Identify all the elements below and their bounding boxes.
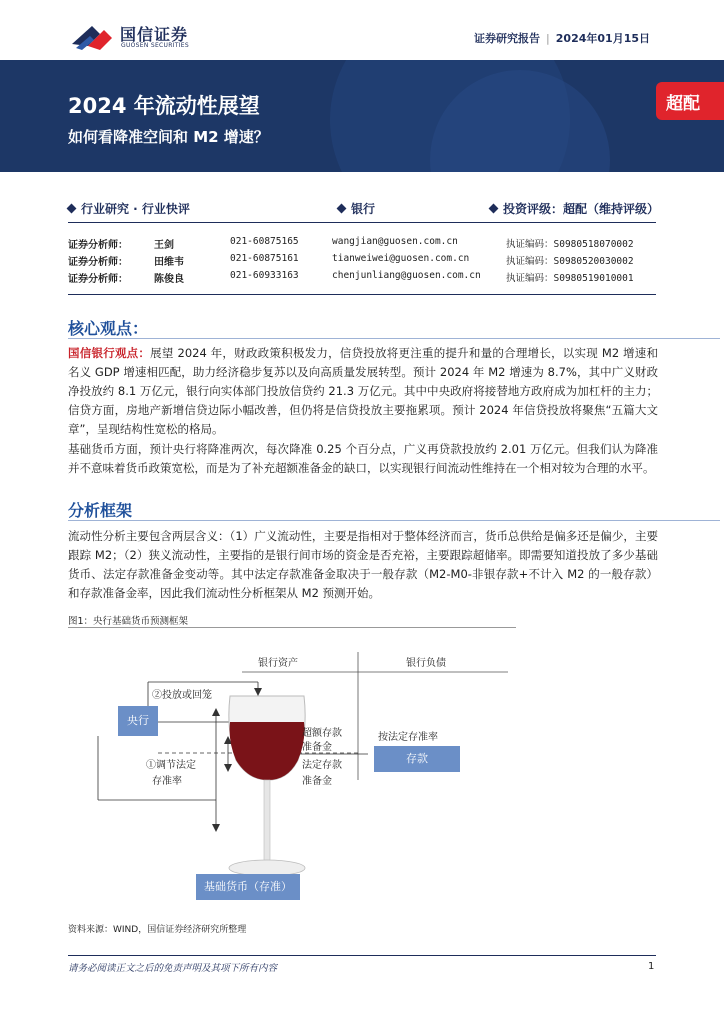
logo-subtext: GUOSEN SECURITIES (121, 42, 190, 49)
report-type: 证券研究报告 (474, 32, 541, 45)
divider (68, 222, 656, 223)
label-excess-line2: 准备金 (302, 742, 332, 753)
label-by-rate: 按法定存准率 (378, 732, 438, 743)
section-underline (68, 520, 720, 521)
report-title: 2024 年流动性展望 (68, 94, 260, 118)
base-money-box: 基础货币（存准） (196, 874, 300, 900)
diamond-icon (67, 204, 77, 214)
guosen-logo-icon (70, 24, 114, 52)
logo-text: 国信证券 (120, 25, 189, 44)
diamond-icon (337, 204, 347, 214)
central-bank-box: 央行 (118, 706, 158, 736)
footer-divider (68, 955, 656, 956)
category-sector: 银行 (338, 200, 375, 217)
core-lead: 国信银行观点： (68, 346, 151, 360)
section-title-core: 核心观点： (68, 319, 149, 338)
category-industry: 行业研究 · 行业快评 (68, 200, 190, 217)
label-legal-line2: 准备金 (302, 776, 332, 787)
label-legal-line1: 法定存款 (302, 760, 342, 771)
source-note: 资料来源：WIND，国信证券经济研究所整理 (68, 925, 247, 935)
deposits-box: 存款 (374, 746, 460, 772)
base-money-diagram (68, 630, 518, 920)
diamond-icon (489, 204, 499, 214)
framework-paragraph: 流动性分析主要包含两层含义：（1）广义流动性，主要是指相对于整体经济而言，货币总供给是偏多还是偏少，主要跟踪 M2；（2）狭义流动性，主要指的是银行间市场的资金是否充裕，主要跟踪超储率。即需要知道投放了多少基础货币、法定存款准备金变动等。其中法定存款准备金取决于一般存款（M2-M0-非银存款+不计入 M2 的一般存款）和存款准备金率，因此我们流动性分析框架从 M2 预测开始。 (68, 529, 658, 600)
report-date: 2024年01月15日 (555, 32, 650, 45)
section-title-framework: 分析框架 (68, 501, 133, 520)
footer-disclaimer: 请务必阅读正文之后的免责声明及其项下所有内容 (68, 963, 278, 974)
core-paragraph-1: 国信银行观点：展望 2024 年，财政政策积极发力，信贷投放将更注重的提升和量的合理增长，以实现 M2 增速和名义 GDP 增速相匹配，助力经济稳步复苏以及向高质量发展转型。预计 2024 年 M2 增速为 8.7%，其中广义财政净投放约 8.1 万亿元，银行向实体部门投放信贷约 21.3 万亿元。其中中央政府将接替地方政府成为加杠杆的主力；信贷方面，房地产新增信贷边际小幅改善，但仍将是信贷投放主要拖累项。预计 2024 年信贷投放将聚焦“五篇大文章”，呈现结构性宽松的格局。 (68, 346, 659, 436)
label-step1-line1: ①调节法定 (146, 760, 196, 771)
label-excess-line1: 超额存款 (302, 728, 342, 739)
label-step1-line2: 存准率 (152, 776, 182, 787)
section-underline (68, 338, 720, 339)
rating-badge (656, 82, 724, 120)
report-meta: 证券研究报告 | 2024年01月15日 (474, 32, 650, 45)
figure-caption: 图1：央行基础货币预测框架 (68, 616, 189, 627)
divider (68, 294, 656, 295)
report-subtitle: 如何看降准空间和 M2 增速？ (68, 128, 269, 146)
page-number: 1 (648, 961, 655, 972)
label-step2: ②投放或回笼 (152, 690, 212, 701)
figure-rule (68, 627, 516, 628)
label-bank-assets: 银行资产 (258, 658, 298, 669)
category-rating: 投资评级：超配（维持评级） (490, 200, 659, 217)
rating-badge-label: 超配 (666, 94, 700, 114)
core-paragraph-2: 基础货币方面，预计央行将降准两次，每次降准 0.25 个百分点，广义再贷款投放约 2.01 万亿元。但我们认为降准并不意味着货币政策宽松，而是为了补充超额准备金的缺口，以实现银行间流动性维持在一个相对较为合理的水平。 (68, 442, 658, 475)
label-bank-liabilities: 银行负债 (406, 658, 446, 669)
